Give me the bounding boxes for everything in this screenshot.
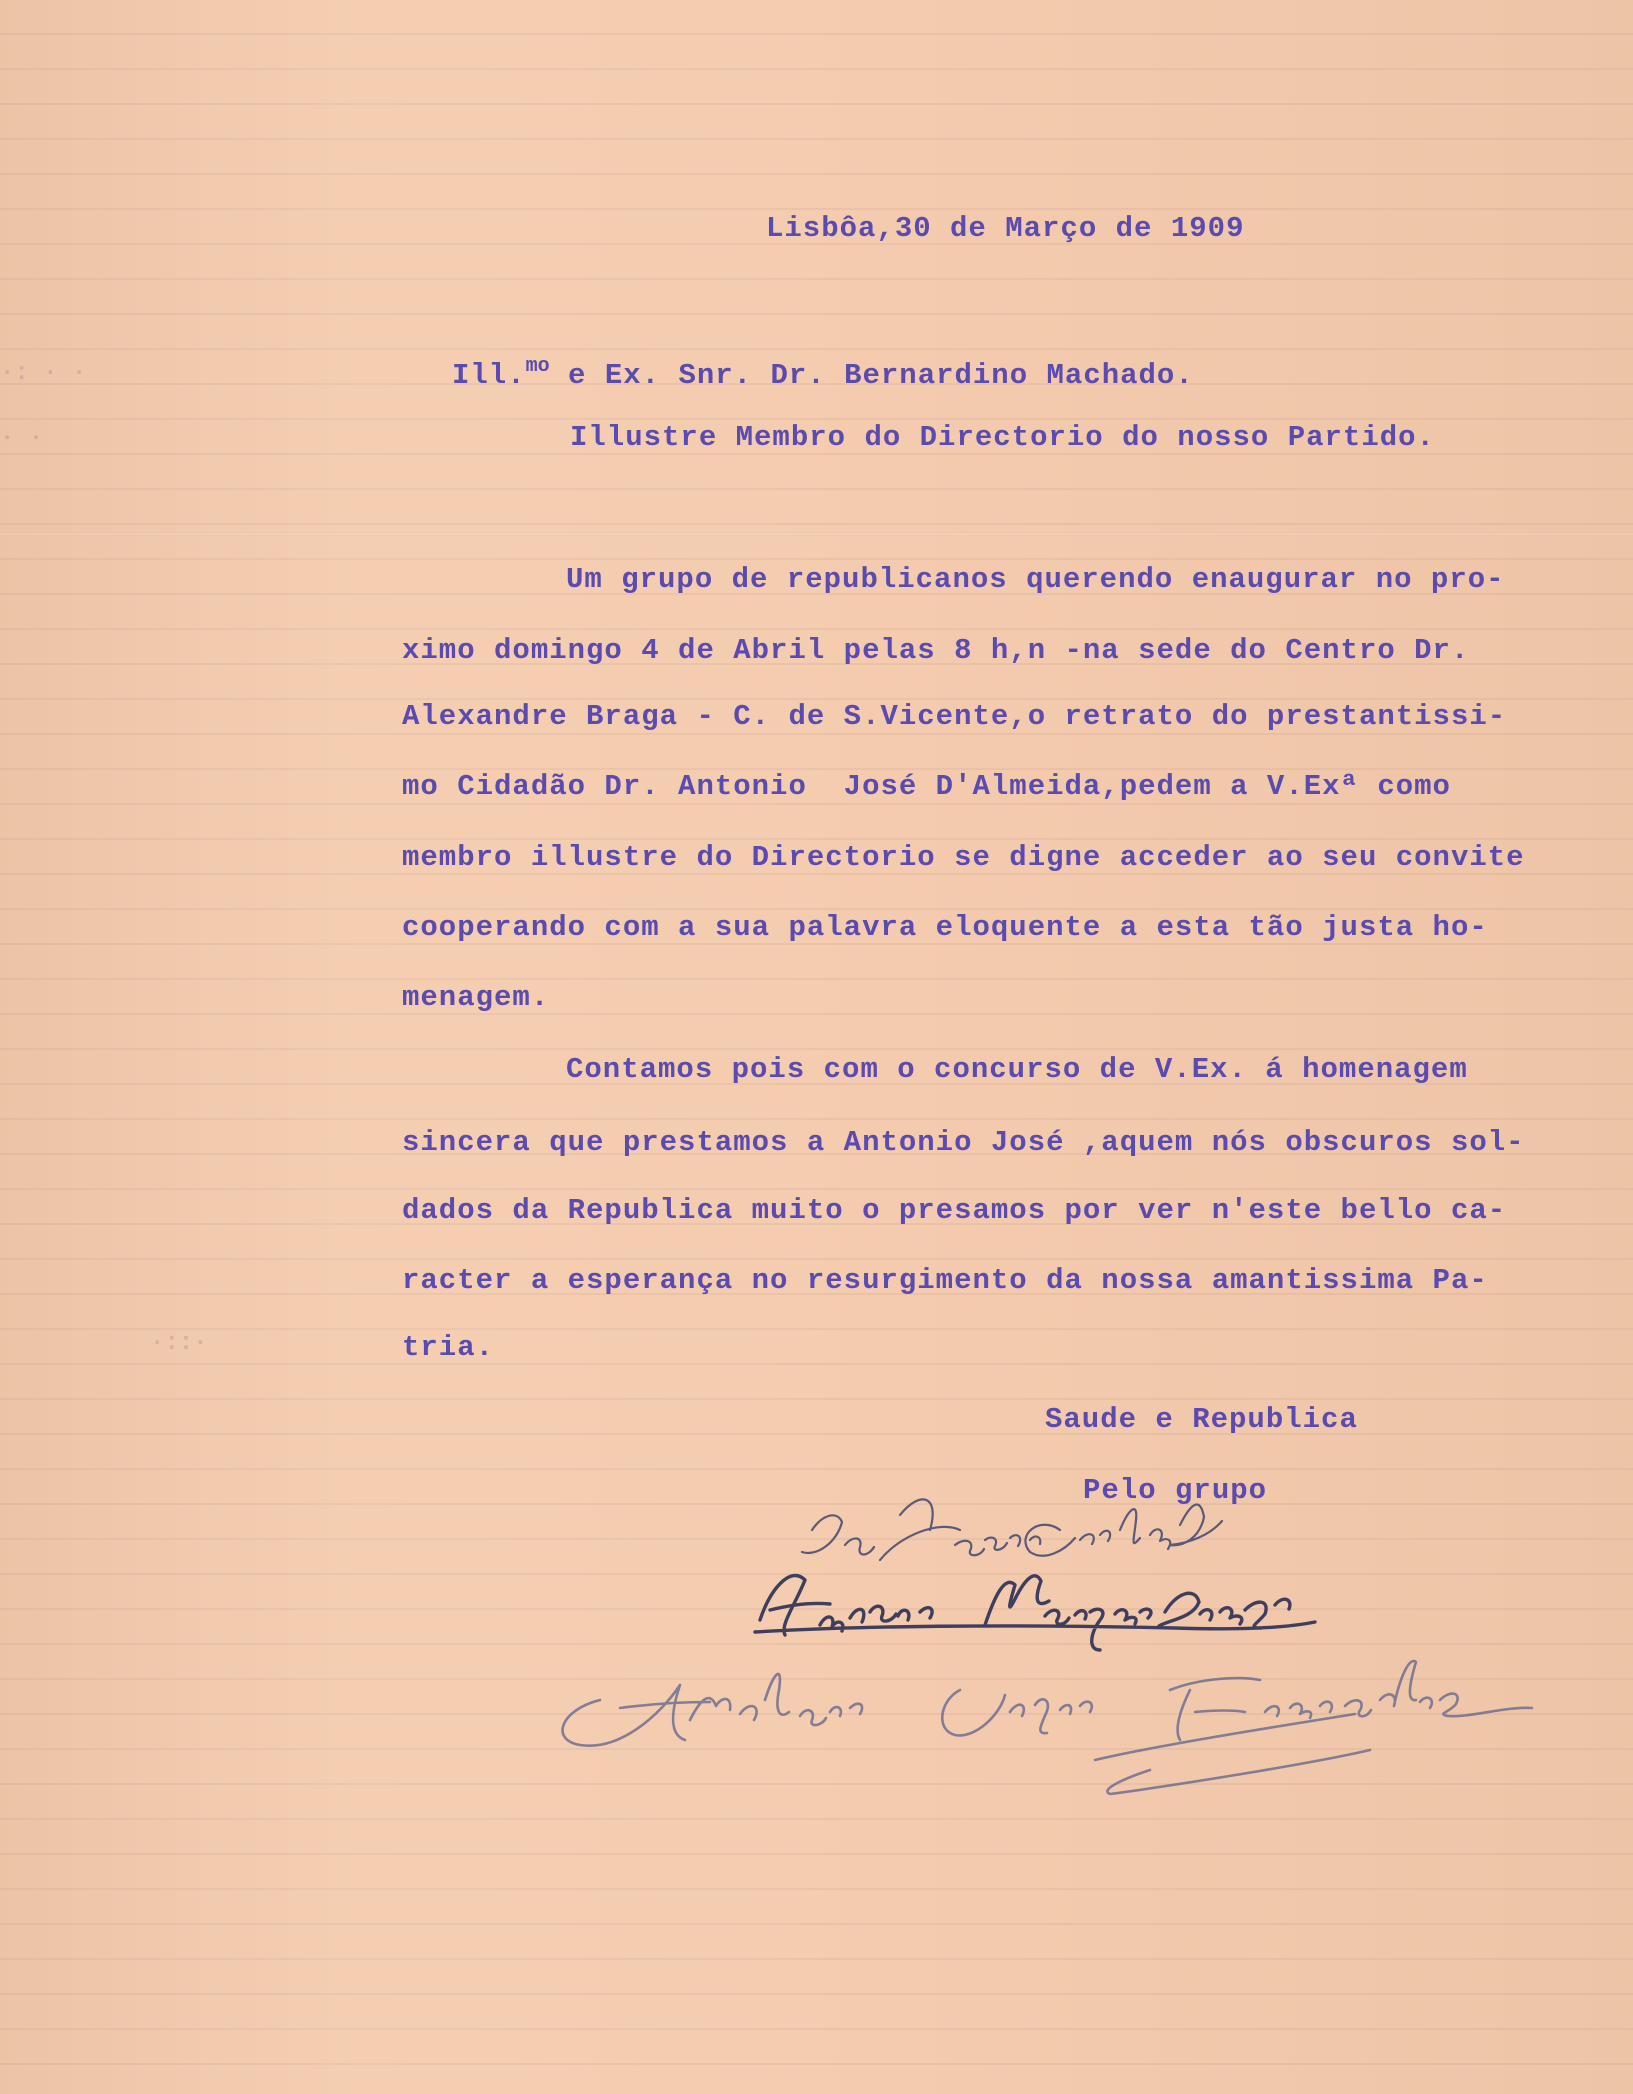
- body-line: racter a esperança no resurgimento da nossa amantissima Pa-: [402, 1264, 1488, 1297]
- body-line: Um grupo de republicanos querendo enaugurar no pro-: [566, 563, 1505, 596]
- body-line: Alexandre Braga - C. de S.Vicente,o retrato do prestantissi-: [402, 700, 1507, 733]
- body-line: ximo domingo 4 de Abril pelas 8 h,n -na sede do Centro Dr.: [402, 634, 1470, 667]
- body-line: menagem.: [402, 981, 550, 1014]
- body-line: membro illustre do Directorio se digne acceder ao seu convite: [402, 841, 1525, 874]
- body-line: dados da Republica muito o presamos por ver n'este bello ca-: [402, 1194, 1507, 1227]
- bleed-through-mark: · ·: [0, 425, 44, 452]
- salutation-prefix: Ill.: [452, 359, 526, 392]
- salutation-superscript: mo: [525, 355, 550, 378]
- signature-3: [563, 1661, 1532, 1794]
- signature-2: [755, 1576, 1315, 1650]
- body-line: Contamos pois com o concurso de V.Ex. á homenagem: [566, 1053, 1468, 1086]
- signature-1: [802, 1499, 1222, 1560]
- letter-date: Lisbôa,30 de Março de 1909: [766, 212, 1245, 245]
- group-line: Pelo grupo: [1083, 1474, 1268, 1507]
- body-line: cooperando com a sua palavra eloquente a esta tão justa ho-: [402, 911, 1488, 944]
- closing-line: Saude e Republica: [1045, 1403, 1358, 1436]
- body-line: sincera que prestamos a Antonio José ,aquem nós obscuros sol-: [402, 1126, 1525, 1159]
- salutation-name: e Ex. Snr. Dr. Bernardino Machado.: [549, 359, 1194, 392]
- salutation-title: Illustre Membro do Directorio do nosso Partido.: [570, 421, 1435, 454]
- bleed-through-mark: ·: · ·: [0, 360, 87, 387]
- body-line: mo Cidadão Dr. Antonio José D'Almeida,pedem a V.Exª como: [402, 770, 1451, 803]
- bleed-through-mark: ·::·: [150, 1330, 208, 1357]
- body-line: tria.: [402, 1331, 495, 1364]
